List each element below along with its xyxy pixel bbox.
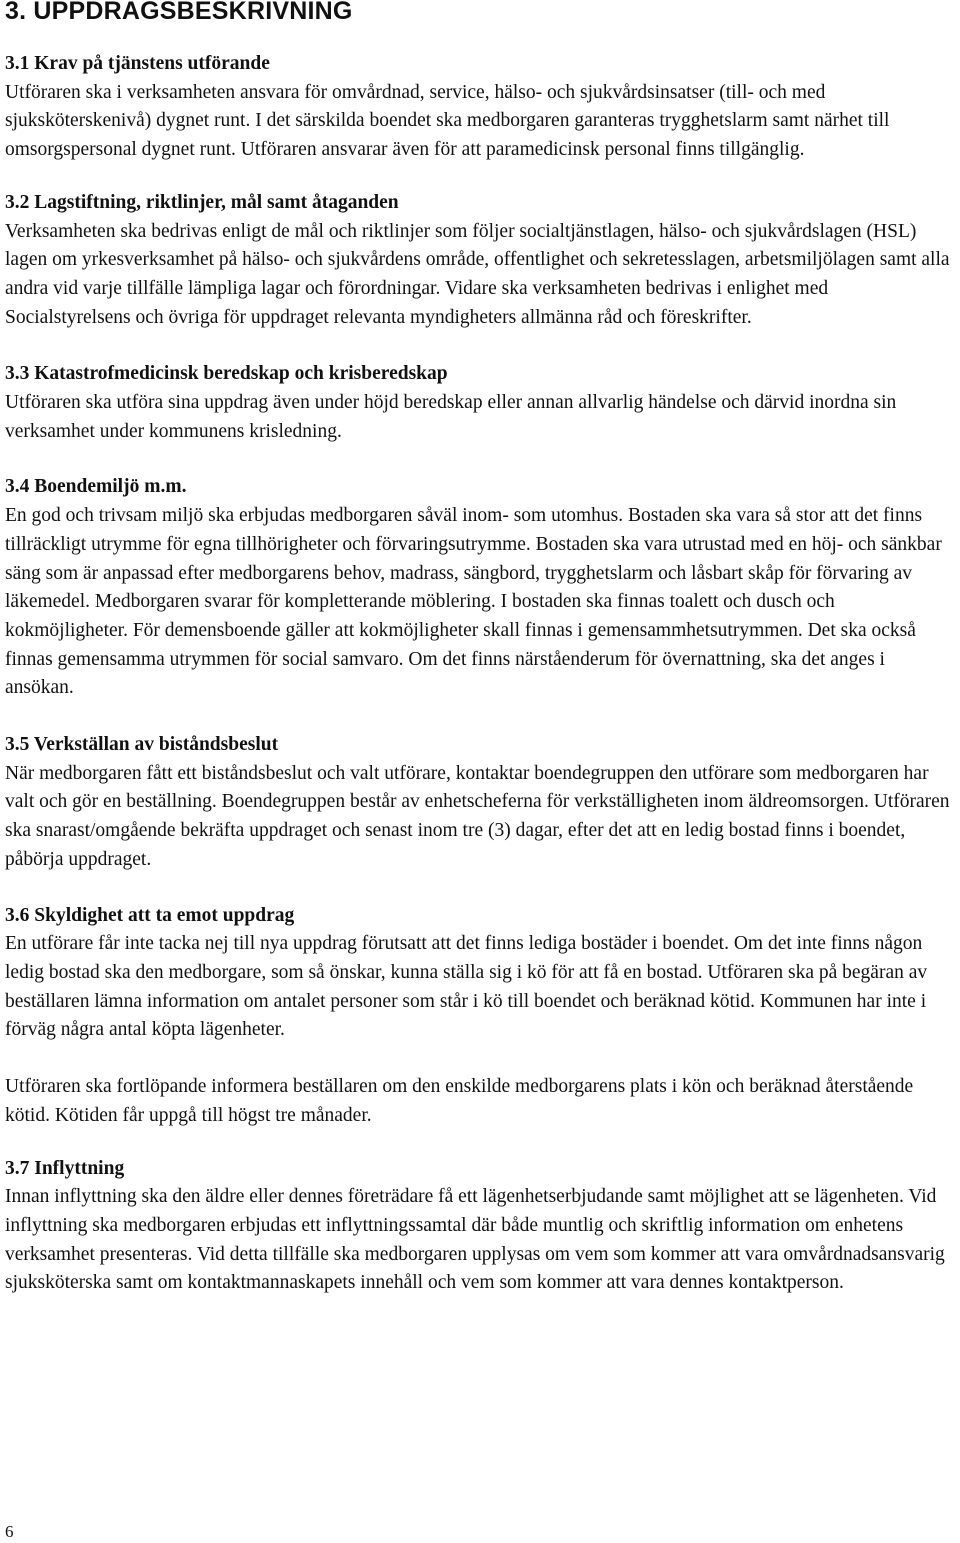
section-paragraph: En utförare får inte tacka nej till nya uppdrag förutsatt att det finns lediga bostäder i boendet. Om det inte finns någon ledig bostad ska den medborgare, som så önskar, kunna ställa sig i kö för att få en bostad. Utföraren ska på begäran av beställaren lämna information om antalet personer som står i kö till boendet och beräknad kötid. Kommunen har inte i förväg några antal köpta lägenheter. xyxy=(5,933,928,1041)
section-heading: 3.6 Skyldighet att ta emot uppdrag xyxy=(5,904,295,926)
document-page xyxy=(5,0,957,1298)
section-3-2 xyxy=(5,189,957,333)
section-heading: 3.2 Lagstiftning, riktlinjer, mål samt åtaganden xyxy=(5,191,399,213)
page-number: 6 xyxy=(5,1522,14,1541)
section-paragraph: När medborgaren fått ett biståndsbeslut och valt utförare, kontaktar boendegruppen den utförare som medborgaren har valt och gör en beställning. Boendegruppen består av enhetscheferna för verkställigheten inom äldreomsorgen. Utföraren ska snarast/omgående bekräfta uppdraget och senast inom tre (3) dagar, efter det att en ledig bostad finns i boendet, påbörja uppdraget. xyxy=(5,762,950,870)
section-paragraph: Utföraren ska utföra sina uppdrag även under höjd beredskap eller annan allvarlig händelse och därvid inordna sin verksamhet under kommunens krisledning. xyxy=(5,392,897,442)
section-heading: 3.1 Krav på tjänstens utförande xyxy=(5,53,270,74)
section-heading: 3.4 Boendemiljö m.m. xyxy=(5,476,187,498)
section-3-4 xyxy=(5,473,957,703)
section-heading: 3.5 Verkställan av biståndsbeslut xyxy=(5,734,279,756)
section-3-3 xyxy=(5,360,957,446)
section-paragraph: Utföraren ska i verksamheten ansvara för omvårdnad, service, hälso- och sjukvårdsinsatser (till- och med sjuksköterskenivå) dygnet runt. I det särskilda boendet ska medborgaren garanteras trygghetslarm samt närhet till omsorgspersonal dygnet runt. Utföraren ansvarar även för att paramedicinsk personal finns tillgänglig. xyxy=(5,81,890,161)
section-heading: 3.7 Inflyttning xyxy=(5,1157,125,1179)
section-3-1 xyxy=(5,50,957,165)
section-heading: 3.3 Katastrofmedicinsk beredskap och krisberedskap xyxy=(5,363,448,385)
section-paragraph: En god och trivsam miljö ska erbjudas medborgaren såväl inom- som utomhus. Bostaden ska vara så stor att det finns tillräckligt utrymme för egna tillhörigheter och förvaringsutrymme. Bostaden ska vara utrustad med en höj- och sänkbar säng som är anpassad efter medborgarens behov, madrass, sängbord, trygghetslarm och låsbart skåp för förvaring av läkemedel. Medborgaren svarar för kompletterande möblering. I bostaden ska finnas toalett och dusch och kokmöjligheter. För demensboende gäller att kokmöjligheter skall finnas i gemensammhetsutrymmen. Det ska också finnas gemensamma utrymmen för social samvaro. Om det finns närståenderum för övernattning, ska det anges i ansökan. xyxy=(5,505,942,699)
section-3-6 xyxy=(5,902,957,1131)
chapter-heading: 3. UPPDRAGSBESKRIVNING xyxy=(5,0,353,25)
section-paragraph: Verksamheten ska bedrivas enligt de mål och riktlinjer som följer socialtjänstlagen, hälso- och sjukvårdslagen (HSL) lagen om yrkesverksamhet på hälso- och sjukvårdens område, offentlighet och sekretesslagen, arbetsmiljölagen samt alla andra vid varje tillfälle lämpliga lagar och förordningar. Vidare ska verksamheten bedrivas i enlighet med Socialstyrelsens och övriga för uppdraget relevanta myndigheters allmänna råd och föreskrifter. xyxy=(5,220,950,328)
section-3-5 xyxy=(5,731,957,875)
section-paragraph: Utföraren ska fortlöpande informera beställaren om den enskilde medborgarens plats i kön och beräknad återstående kötid. Kötiden får uppgå till högst tre månader. xyxy=(5,1076,914,1126)
section-3-7 xyxy=(5,1155,957,1299)
section-paragraph: Innan inflyttning ska den äldre eller dennes företrädare få ett lägenhetserbjudande samt möjlighet att se lägenheten. Vid inflyttning ska medborgaren erbjudas ett inflyttningssamtal där både muntlig och skriftlig information om enhetens verksamhet presenteras. Vid detta tillfälle ska medborgaren upplysas om vem som kommer att vara omvårdnadsansvarig sjuksköterska samt om kontaktmannaskapets innehåll och vem som kommer att vara dennes kontaktperson. xyxy=(5,1186,945,1294)
